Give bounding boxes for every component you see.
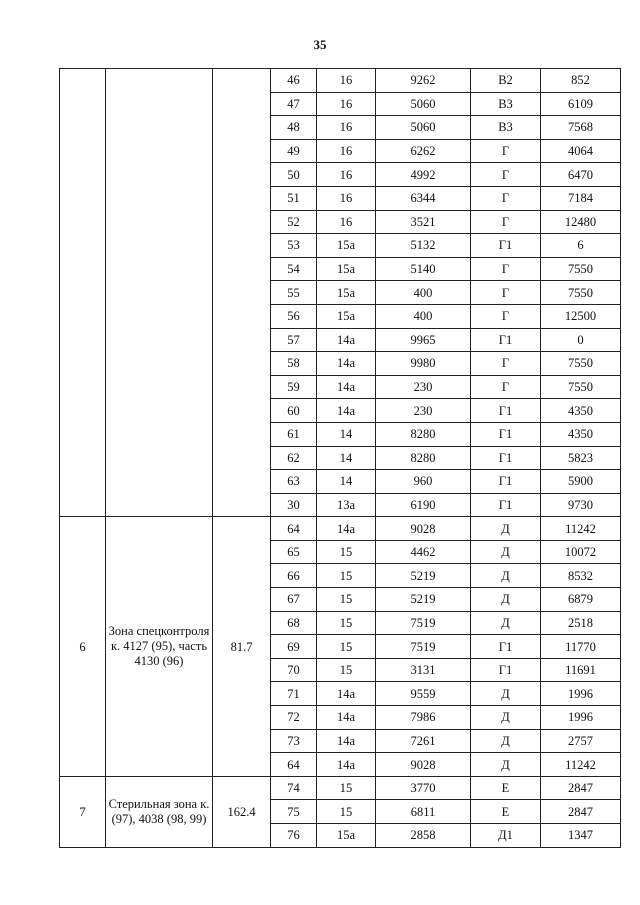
level-cell: 15а	[317, 281, 376, 305]
point-number-cell: 58	[271, 352, 317, 376]
measurement-cell: 2757	[541, 729, 621, 753]
level-cell: 14а	[317, 706, 376, 730]
measurement-cell: 7550	[541, 375, 621, 399]
category-cell: Д	[471, 588, 541, 612]
category-cell: Д	[471, 517, 541, 541]
table-body	[60, 69, 621, 848]
level-cell: 16	[317, 139, 376, 163]
level-cell: 14а	[317, 328, 376, 352]
level-cell: 14а	[317, 729, 376, 753]
measurement-cell: 7184	[541, 186, 621, 210]
measurement-cell: 8532	[541, 564, 621, 588]
measurement-cell: 11242	[541, 517, 621, 541]
level-cell: 16	[317, 69, 376, 93]
point-number-cell: 65	[271, 540, 317, 564]
value-cell: 6190	[376, 493, 471, 517]
level-cell: 15а	[317, 304, 376, 328]
measurement-cell: 11691	[541, 658, 621, 682]
value-cell: 7261	[376, 729, 471, 753]
category-cell: В3	[471, 116, 541, 140]
value-cell: 7519	[376, 611, 471, 635]
value-cell: 6811	[376, 800, 471, 824]
category-cell: Г1	[471, 422, 541, 446]
data-table	[59, 68, 621, 848]
point-number-cell: 51	[271, 186, 317, 210]
value-cell: 3521	[376, 210, 471, 234]
category-cell: Г1	[471, 399, 541, 423]
point-number-cell: 73	[271, 729, 317, 753]
point-number-cell: 48	[271, 116, 317, 140]
point-number-cell: 54	[271, 257, 317, 281]
value-cell: 230	[376, 399, 471, 423]
level-cell: 14	[317, 422, 376, 446]
measurement-cell: 2847	[541, 800, 621, 824]
measurement-cell: 1996	[541, 682, 621, 706]
value-cell: 9980	[376, 352, 471, 376]
value-cell: 5132	[376, 234, 471, 258]
category-cell: Г	[471, 186, 541, 210]
value-cell: 4462	[376, 540, 471, 564]
measurement-cell: 5900	[541, 470, 621, 494]
point-number-cell: 55	[271, 281, 317, 305]
value-cell: 7519	[376, 635, 471, 659]
value-cell: 400	[376, 281, 471, 305]
measurement-cell: 6	[541, 234, 621, 258]
category-cell: В3	[471, 92, 541, 116]
measurement-cell: 7550	[541, 257, 621, 281]
point-number-cell: 56	[271, 304, 317, 328]
measurement-cell: 11770	[541, 635, 621, 659]
level-cell: 15	[317, 635, 376, 659]
level-cell: 16	[317, 186, 376, 210]
point-number-cell: 49	[271, 139, 317, 163]
level-cell: 15	[317, 611, 376, 635]
value-cell: 9028	[376, 517, 471, 541]
zone-name-cell: Зона спецконтроля к. 4127 (95), часть 4130 (96)	[106, 517, 213, 777]
point-number-cell: 66	[271, 564, 317, 588]
value-cell: 2858	[376, 824, 471, 848]
point-number-cell: 46	[271, 69, 317, 93]
level-cell: 14а	[317, 753, 376, 777]
category-cell: Д1	[471, 824, 541, 848]
category-cell: Г	[471, 139, 541, 163]
level-cell: 16	[317, 116, 376, 140]
category-cell: Д	[471, 540, 541, 564]
point-number-cell: 47	[271, 92, 317, 116]
value-cell: 3131	[376, 658, 471, 682]
category-cell: Г	[471, 281, 541, 305]
level-cell: 14а	[317, 352, 376, 376]
level-cell: 14а	[317, 399, 376, 423]
point-number-cell: 30	[271, 493, 317, 517]
measurement-cell: 4350	[541, 422, 621, 446]
point-number-cell: 76	[271, 824, 317, 848]
level-cell: 16	[317, 92, 376, 116]
value-cell: 6344	[376, 186, 471, 210]
measurement-cell: 2518	[541, 611, 621, 635]
point-number-cell: 53	[271, 234, 317, 258]
value-cell: 5219	[376, 564, 471, 588]
level-cell: 15	[317, 800, 376, 824]
zone-name-cell: Стерильная зона к. (97), 4038 (98, 99)	[106, 776, 213, 847]
measurement-cell: 1996	[541, 706, 621, 730]
value-cell: 960	[376, 470, 471, 494]
point-number-cell: 59	[271, 375, 317, 399]
value-cell: 4992	[376, 163, 471, 187]
zone-area-cell	[213, 69, 271, 517]
level-cell: 15	[317, 540, 376, 564]
level-cell: 15а	[317, 824, 376, 848]
level-cell: 14	[317, 446, 376, 470]
level-cell: 13а	[317, 493, 376, 517]
measurement-cell: 12480	[541, 210, 621, 234]
measurement-cell: 12500	[541, 304, 621, 328]
category-cell: Г	[471, 210, 541, 234]
value-cell: 9965	[376, 328, 471, 352]
point-number-cell: 52	[271, 210, 317, 234]
level-cell: 16	[317, 163, 376, 187]
measurement-cell: 4064	[541, 139, 621, 163]
point-number-cell: 68	[271, 611, 317, 635]
category-cell: Е	[471, 776, 541, 800]
category-cell: Г	[471, 352, 541, 376]
category-cell: Г1	[471, 658, 541, 682]
level-cell: 15	[317, 776, 376, 800]
level-cell: 15	[317, 658, 376, 682]
category-cell: В2	[471, 69, 541, 93]
point-number-cell: 74	[271, 776, 317, 800]
category-cell: Д	[471, 729, 541, 753]
zone-area-cell: 162.4	[213, 776, 271, 847]
measurement-cell: 1347	[541, 824, 621, 848]
category-cell: Г1	[471, 234, 541, 258]
value-cell: 8280	[376, 446, 471, 470]
value-cell: 9559	[376, 682, 471, 706]
point-number-cell: 62	[271, 446, 317, 470]
category-cell: Г1	[471, 470, 541, 494]
point-number-cell: 67	[271, 588, 317, 612]
level-cell: 15	[317, 564, 376, 588]
point-number-cell: 69	[271, 635, 317, 659]
level-cell: 15	[317, 588, 376, 612]
value-cell: 8280	[376, 422, 471, 446]
level-cell: 14а	[317, 682, 376, 706]
category-cell: Д	[471, 564, 541, 588]
point-number-cell: 57	[271, 328, 317, 352]
category-cell: Д	[471, 611, 541, 635]
category-cell: Г1	[471, 446, 541, 470]
measurement-cell: 0	[541, 328, 621, 352]
value-cell: 9028	[376, 753, 471, 777]
value-cell: 7986	[376, 706, 471, 730]
category-cell: Г1	[471, 635, 541, 659]
point-number-cell: 75	[271, 800, 317, 824]
value-cell: 3770	[376, 776, 471, 800]
level-cell: 14а	[317, 517, 376, 541]
category-cell: Г1	[471, 493, 541, 517]
category-cell: Г	[471, 304, 541, 328]
category-cell: Д	[471, 706, 541, 730]
point-number-cell: 60	[271, 399, 317, 423]
point-number-cell: 50	[271, 163, 317, 187]
category-cell: Г	[471, 375, 541, 399]
table-row	[60, 69, 621, 93]
measurement-cell: 852	[541, 69, 621, 93]
value-cell: 230	[376, 375, 471, 399]
measurement-cell: 2847	[541, 776, 621, 800]
group-number-cell: 6	[60, 517, 106, 777]
point-number-cell: 70	[271, 658, 317, 682]
measurement-cell: 6470	[541, 163, 621, 187]
category-cell: Д	[471, 682, 541, 706]
group-number-cell	[60, 69, 106, 517]
level-cell: 14	[317, 470, 376, 494]
level-cell: 15а	[317, 257, 376, 281]
category-cell: Г	[471, 163, 541, 187]
measurement-cell: 6109	[541, 92, 621, 116]
page-number: 35	[313, 37, 327, 52]
measurement-cell: 9730	[541, 493, 621, 517]
value-cell: 5060	[376, 116, 471, 140]
category-cell: Д	[471, 753, 541, 777]
measurement-cell: 10072	[541, 540, 621, 564]
value-cell: 5219	[376, 588, 471, 612]
measurement-cell: 7550	[541, 352, 621, 376]
table-row	[60, 517, 621, 541]
level-cell: 15а	[317, 234, 376, 258]
table-row	[60, 776, 621, 800]
value-cell: 400	[376, 304, 471, 328]
level-cell: 16	[317, 210, 376, 234]
zone-name-cell	[106, 69, 213, 517]
measurement-cell: 7568	[541, 116, 621, 140]
category-cell: Г1	[471, 328, 541, 352]
group-number-cell: 7	[60, 776, 106, 847]
point-number-cell: 61	[271, 422, 317, 446]
point-number-cell: 72	[271, 706, 317, 730]
value-cell: 9262	[376, 69, 471, 93]
measurement-cell: 6879	[541, 588, 621, 612]
category-cell: Г	[471, 257, 541, 281]
point-number-cell: 64	[271, 753, 317, 777]
measurement-cell: 5823	[541, 446, 621, 470]
point-number-cell: 64	[271, 517, 317, 541]
category-cell: Е	[471, 800, 541, 824]
value-cell: 5060	[376, 92, 471, 116]
zone-area-cell: 81.7	[213, 517, 271, 777]
point-number-cell: 71	[271, 682, 317, 706]
value-cell: 6262	[376, 139, 471, 163]
measurement-cell: 11242	[541, 753, 621, 777]
point-number-cell: 63	[271, 470, 317, 494]
value-cell: 5140	[376, 257, 471, 281]
measurement-cell: 4350	[541, 399, 621, 423]
level-cell: 14а	[317, 375, 376, 399]
measurement-cell: 7550	[541, 281, 621, 305]
